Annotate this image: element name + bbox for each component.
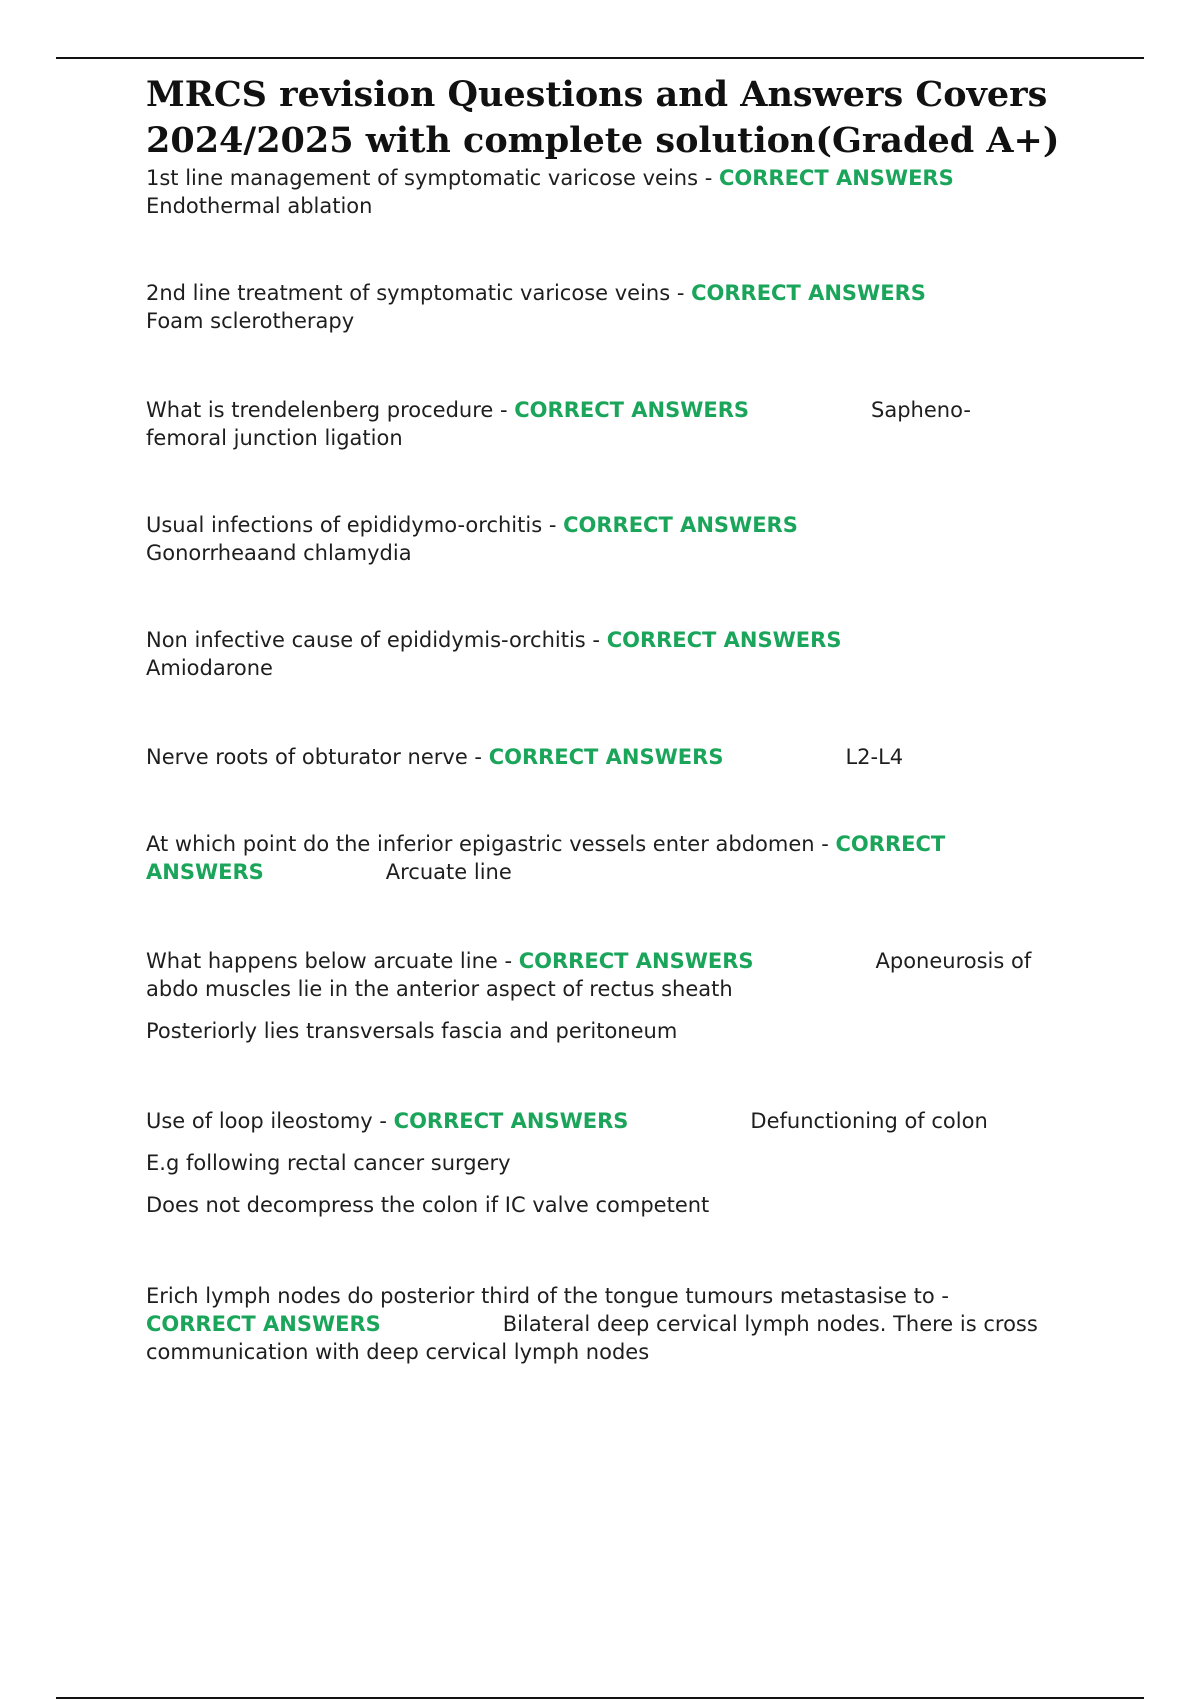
note-text: Posteriorly lies transversals fascia and peritoneum: [146, 1019, 678, 1043]
answer-line: [146, 654, 1106, 682]
qa-item-5: [146, 626, 1106, 682]
note-line: [146, 1191, 1106, 1219]
separator: -: [814, 832, 836, 856]
correct-answers-label: CORRECT ANSWERS: [393, 1109, 629, 1133]
answer-line: [146, 424, 1106, 452]
question-text: Non infective cause of epididymis-orchitis: [146, 628, 586, 652]
question-text: 2nd line treatment of symptomatic varicose veins: [146, 281, 671, 305]
separator: -: [542, 513, 564, 537]
qa-item-4: [146, 511, 1106, 567]
qa-line: [146, 830, 1106, 858]
qa-line: [146, 626, 1106, 654]
separator: -: [493, 398, 515, 422]
qa-item-10: [146, 1282, 1106, 1366]
correct-answers-label: CORRECT ANSWERS: [518, 949, 754, 973]
note-text: Does not decompress the colon if IC valve competent: [146, 1193, 710, 1217]
question-text: What happens below arcuate line: [146, 949, 498, 973]
answer-text: Sapheno-: [871, 398, 971, 422]
qa-item-2: [146, 279, 1106, 335]
correct-answers-label: CORRECT ANSWERS: [563, 513, 798, 537]
qa-line: [146, 396, 1106, 424]
correct-answers-label: CORRECT ANSWERS: [514, 398, 750, 422]
separator: -: [670, 281, 692, 305]
answer-text-continued: abdo muscles lie in the anterior aspect of rectus sheath: [146, 977, 733, 1001]
qa-item-9: [146, 1107, 1106, 1219]
answer-line: [146, 1310, 1106, 1338]
answer-line: [146, 539, 1106, 567]
question-text: At which point do the inferior epigastric vessels enter abdomen: [146, 832, 815, 856]
qa-item-1: [146, 164, 1106, 220]
answer-line: [146, 1338, 1106, 1366]
question-text: What is trendelenberg procedure: [146, 398, 494, 422]
correct-answers-label: CORRECT ANSWERS: [718, 166, 954, 190]
answer-line: [146, 975, 1106, 1003]
answer-text: Amiodarone: [146, 656, 273, 680]
correct-answers-label: CORRECT ANSWERS: [606, 628, 842, 652]
title-line-2: 2024/2025 with complete solution(Graded A+): [146, 120, 1060, 161]
title-line-1: MRCS revision Questions and Answers Covers: [146, 74, 1048, 115]
answer-text-continued: communication with deep cervical lymph nodes: [146, 1340, 650, 1364]
question-text: 1st line management of symptomatic varicose veins: [146, 166, 699, 190]
question-text: Nerve roots of obturator nerve: [146, 745, 468, 769]
answer-text: Aponeurosis of: [875, 949, 1032, 973]
answer-text: Defunctioning of colon: [750, 1109, 988, 1133]
separator: -: [934, 1284, 949, 1308]
qa-item-8: [146, 947, 1106, 1045]
question-text: Usual infections of epididymo-orchitis: [146, 513, 543, 537]
separator: -: [372, 1109, 394, 1133]
qa-line: [146, 1282, 1106, 1310]
bottom-rule: [56, 1697, 1144, 1699]
qa-line: [146, 743, 1106, 771]
qa-line: [146, 511, 1106, 539]
separator: -: [467, 745, 489, 769]
qa-item-6: [146, 743, 1106, 771]
note-text: E.g following rectal cancer surgery: [146, 1151, 511, 1175]
question-text: Erich lymph nodes do posterior third of the tongue tumours metastasise to: [146, 1284, 935, 1308]
document-title: [146, 72, 1106, 164]
answer-text: Foam sclerotherapy: [146, 309, 355, 333]
answer-text: L2-L4: [845, 745, 904, 769]
answer-text: Gonorrheaand chlamydia: [146, 541, 412, 565]
qa-item-3: [146, 396, 1106, 452]
answer-line: [146, 307, 1106, 335]
separator: -: [698, 166, 719, 190]
correct-answers-label: CORRECT ANSWERS: [146, 1312, 381, 1336]
qa-line: [146, 164, 1106, 192]
correct-answers-label: CORRECT ANSWERS: [691, 281, 926, 305]
qa-line: [146, 1107, 1106, 1135]
answer-text: Bilateral deep cervical lymph nodes. There is cross: [502, 1312, 1038, 1336]
note-line: [146, 1149, 1106, 1177]
question-text: Use of loop ileostomy: [146, 1109, 373, 1133]
qa-item-7: [146, 830, 1106, 886]
answers-label: ANSWERS: [146, 860, 264, 884]
answer-text: Arcuate line: [385, 860, 512, 884]
correct-answers-label: CORRECT ANSWERS: [488, 745, 724, 769]
note-line: [146, 1017, 1106, 1045]
correct-label: CORRECT: [835, 832, 946, 856]
separator: -: [585, 628, 607, 652]
qa-line: [146, 279, 1106, 307]
qa-line: [146, 947, 1106, 975]
answer-line: [146, 858, 1106, 886]
top-rule: [56, 57, 1144, 59]
answer-text-continued: femoral junction ligation: [146, 426, 403, 450]
answer-line: [146, 192, 1106, 220]
separator: -: [497, 949, 519, 973]
answer-text: Endothermal ablation: [146, 194, 373, 218]
